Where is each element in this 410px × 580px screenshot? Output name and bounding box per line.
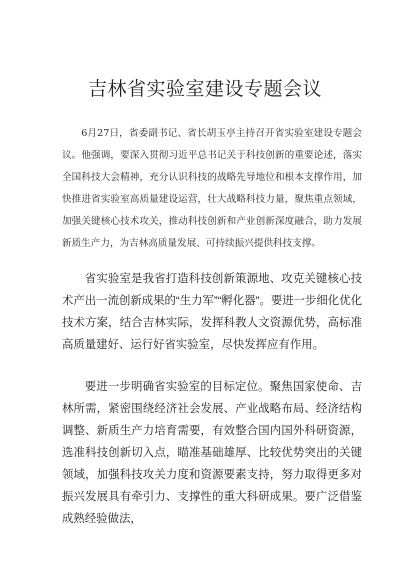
paragraph-target-positioning: 要进一步明确省实验室的目标定位。聚焦国家使命、吉林所需，紧密围绕经济社会发展、产业战略布局、经济结构调整、新质生产力培育需要，有效整合国内国外科研资源，选准科技创新切入点，瞄准基础雄厚、比较优势突出的关键领域，加强科技攻关力度和资源要素支持，努力取得更多对振兴发展具有牵引力、支撑性的重大科研成果。要广泛借鉴成熟经验做法， [62, 381, 362, 525]
document-title: 吉林省实验室建设专题会议 [87, 78, 322, 100]
paragraph-lab-role: 省实验室是我省打造科技创新策源地、攻克关键核心技术产出一流创新成果的“生力军”“孵化器”。要进一步细化优化技术方案，结合吉林实际，发挥科教人文资源优势，高标准高质量建好、运行好省实验室，尽快发挥应有作用。 [62, 273, 362, 351]
paragraph-meeting-summary: 6月27日，省委副书记、省长胡玉亭主持召开省实验室建设专题会议。他强调，要深入贯彻习近平总书记关于科技创新的重要论述，落实全国科技大会精神，充分认识科技的战略先导地位和根本支撑作用，加快推进省实验室高质量建设运营，壮大战略科技力量，聚焦重点领域，加强关键核心技术攻关，推动科技创新和产业创新深度融合，助力发展新质生产力，为吉林高质量发展、可持续振兴提供科技支撑。 [62, 128, 362, 249]
